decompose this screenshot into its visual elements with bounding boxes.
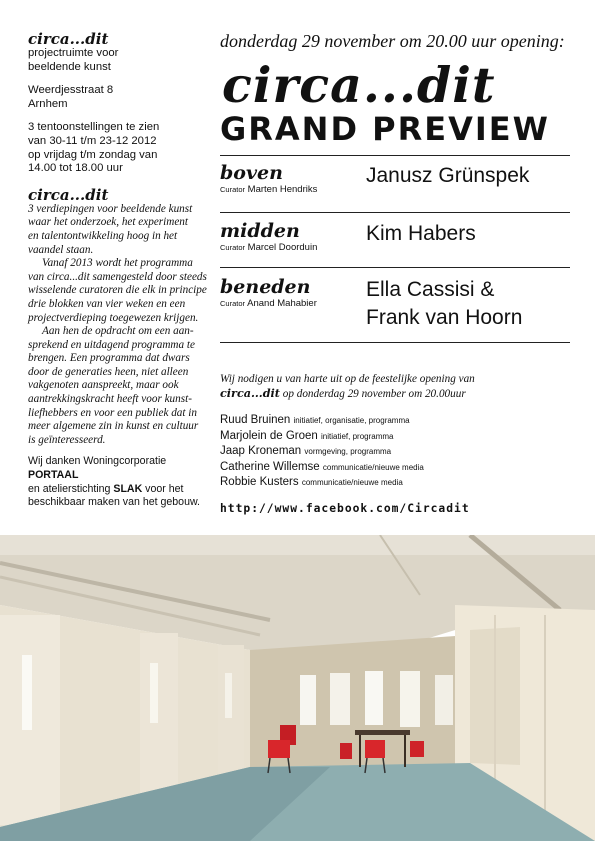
invitation: Wij nodigen u van harte uit op de feestelijke opening van circa...dit op donderdag 29 november om 20.00uur [220, 373, 475, 400]
team-member: Jaap Kroneman vormgeving, programma [220, 445, 392, 458]
dates-line-4: 14.00 tot 18.00 uur [28, 162, 123, 175]
paragraph-line: wisselende curatoren die elk in principe [28, 284, 207, 297]
paragraph-line: Aan hen de opdracht om een aan- [42, 325, 194, 338]
team-member: Catherine Willemse communicatie/nieuwe media [220, 460, 424, 473]
left-column [28, 31, 214, 510]
floor-name: midden [220, 220, 300, 242]
paragraph-line: 3 verdiepingen voor beeldende kunst [28, 202, 193, 215]
floor-beneden [220, 276, 570, 336]
thanks-line-3: beschikbaar maken van het gebouw. [28, 496, 200, 509]
header [220, 30, 570, 146]
floor-name: beneden [220, 276, 311, 298]
grand-preview-title: GRAND PREVIEW [220, 110, 550, 148]
paragraph-line: Vanaf 2013 wordt het programma [42, 257, 193, 270]
facebook-link[interactable]: http://www.facebook.com/Circadit [220, 502, 470, 515]
team-member: Robbie Kusters communicatie/nieuwe media [220, 476, 403, 489]
floor-artist: Ella Cassisi & Frank van Hoorn [366, 278, 523, 329]
paragraph-line: aantrekkingskracht heeft voor kunst- [28, 393, 192, 406]
floor-curator: Curator Marcel Doorduin [220, 242, 318, 253]
paragraph-line: drie blokken van vier weken en een [28, 297, 186, 310]
floor-curator: Curator Marten Hendriks [220, 184, 318, 195]
team-list [220, 413, 580, 491]
venue-title: circa...dit [28, 30, 109, 48]
thanks-line-1: Wij danken Woningcorporatie PORTAAL [28, 455, 167, 482]
paragraph-line: en talentontwikkeling hoog in het [28, 229, 178, 242]
paragraph-line: liefhebbers en voor een publiek dat in [28, 406, 198, 419]
paragraph-line: projectverdieping toegewezen krijgen. [28, 311, 199, 324]
dates-line-2: van 30-11 t/m 23-12 2012 [28, 134, 157, 147]
divider [220, 155, 570, 156]
exhibition-space-photo [0, 535, 595, 841]
paragraph-line: is geïnteresseerd. [28, 433, 106, 446]
paragraph-line: sprekend en uitdagend programma te [28, 338, 195, 351]
floor-artist: Janusz Grünspek [366, 164, 530, 187]
about-paragraph-3 [28, 325, 214, 447]
divider [220, 267, 570, 268]
paragraph-line: vaandel staan. [28, 243, 94, 256]
dates-line-1: 3 tentoonstellingen te zien [28, 121, 160, 134]
address-street: Weerdjesstraat 8 [28, 84, 114, 97]
venue-subtitle-2: beeldende kunst [28, 60, 111, 73]
team-member: Marjolein de Groen initiatief, programma [220, 429, 394, 442]
paragraph-line: brengen. Een programma dat dwars [28, 352, 190, 365]
divider [220, 212, 570, 213]
venue-subtitle-1: projectruimte voor [28, 47, 119, 59]
floor-name: boven [220, 162, 283, 184]
floor-boven [220, 162, 570, 206]
floor-curator: Curator Anand Mahabier [220, 298, 317, 309]
about-paragraph-1 [28, 203, 214, 257]
opening-date: donderdag 29 november om 20.00 uur opening: [220, 31, 565, 51]
paragraph-line: vakgenoten aanspreekt, maar ook [28, 379, 179, 392]
paragraph-line: van circa...dit samengesteld door steeds [28, 270, 207, 283]
divider [220, 342, 570, 343]
main-title: circa...dit [222, 56, 496, 114]
dates-line-3: op vrijdag t/m zondag van [28, 148, 158, 161]
thanks-line-2: en atelierstichting SLAK voor het [28, 482, 184, 495]
about-paragraph-2 [28, 257, 214, 325]
address-city: Arnhem [28, 97, 68, 110]
paragraph-line: waar het onderzoek, het experiment [28, 216, 189, 229]
floor-artist: Kim Habers [366, 222, 476, 245]
paragraph-line: door de generaties heen, niet alleen [28, 365, 189, 378]
about-title: circa...dit [28, 185, 109, 204]
team-member: Ruud Bruinen initiatief, organisatie, programma [220, 414, 410, 426]
paragraph-line: meer algemene zin in kunst en cultuur [28, 420, 199, 433]
floor-midden [220, 220, 570, 264]
